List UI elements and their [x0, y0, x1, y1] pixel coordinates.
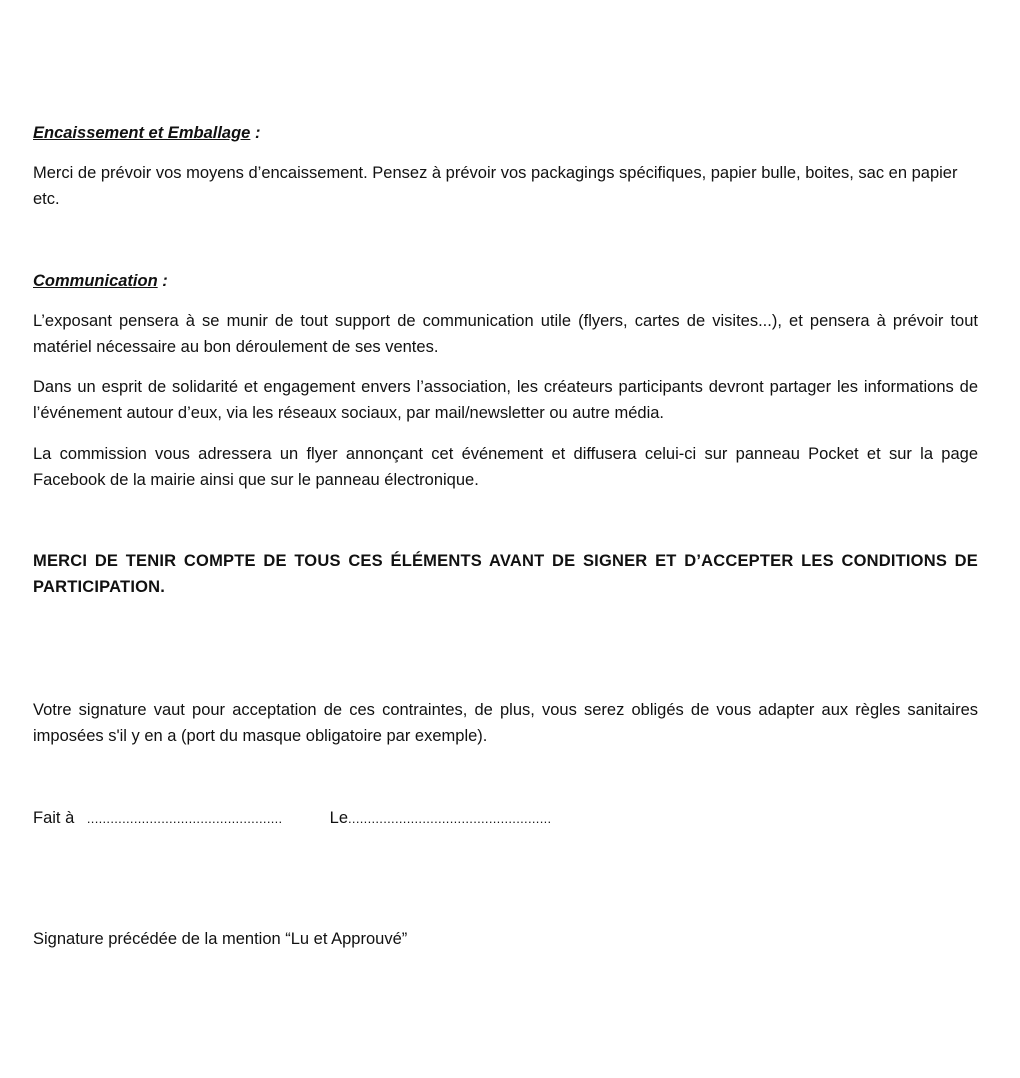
date-label: Le	[329, 809, 349, 827]
place-label: Fait à	[33, 809, 75, 827]
acceptance-paragraph: Votre signature vaut pour acceptation de ces contraintes, de plus, vous serez obligés de vous adapter aux règles sanitaires imposées s'il y en a (port du masque obligatoire par exemple).	[33, 701, 978, 745]
section-heading-encaissement	[33, 120, 978, 146]
notice-caps: MERCI DE TENIR COMPTE DE TOUS CES ÉLÉMENTS AVANT DE SIGNER ET D’ACCEPTER LES CONDITIONS DE PARTICIPATION.	[33, 552, 978, 596]
paragraph-encaissement: Merci de prévoir vos moyens d’encaissement. Pensez à prévoir vos packagings spécifiques, papier bulle, boites, sac en papier etc.	[33, 164, 958, 208]
section-title-suffix: :	[250, 124, 261, 142]
date-blank[interactable]: ....................................................	[348, 811, 552, 826]
paragraph-communication-3: La commission vous adressera un flyer annonçant cet événement et diffusera celui-ci sur panneau Pocket et sur la page Facebook de la mairie ainsi que sur le panneau électronique.	[33, 445, 978, 489]
place-date-row	[33, 805, 551, 832]
signature-mention: Signature précédée de la mention “Lu et Approuvé”	[33, 930, 408, 948]
place-blank[interactable]: ..................................................	[86, 811, 283, 826]
section-title-suffix: :	[157, 272, 168, 290]
section-heading-communication	[33, 268, 978, 294]
paragraph-communication-2: Dans un esprit de solidarité et engagement envers l’association, les créateurs participants devront partager les informations de l’événement autour d’eux, via les réseaux sociaux, par mail/newsletter ou autre média.	[33, 378, 978, 422]
section-title-encaissement: Encaissement et Emballage	[33, 124, 251, 142]
paragraph-communication-1: L’exposant pensera à se munir de tout support de communication utile (flyers, cartes de visites...), et pensera à prévoir tout matériel nécessaire au bon déroulement de ses ventes.	[33, 312, 978, 356]
section-title-communication: Communication	[33, 272, 158, 290]
